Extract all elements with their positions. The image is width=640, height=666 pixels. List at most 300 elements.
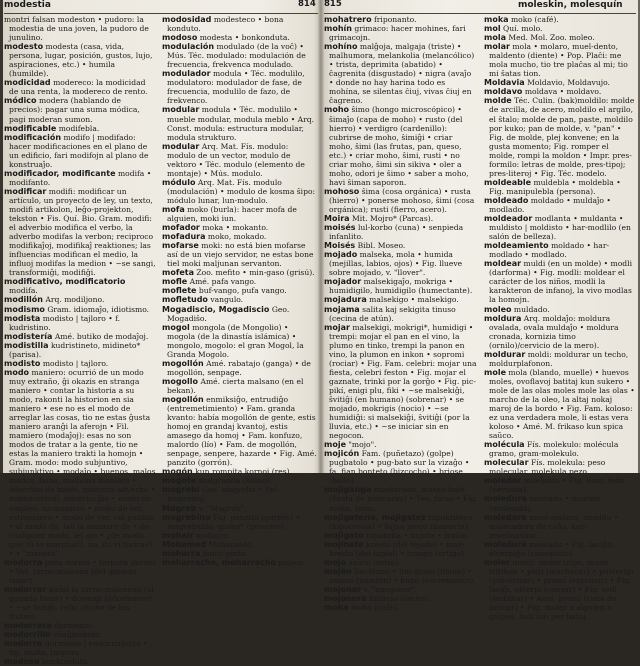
entry-headword: mohair	[162, 530, 194, 540]
entry-definition: modesta • bonkonduta.	[199, 33, 290, 43]
entry-headword: mojigato	[324, 530, 364, 540]
left-header-rule	[4, 13, 318, 14]
entry-headword: moho	[324, 105, 350, 115]
entry-headword: modorra	[4, 557, 43, 567]
entry-headword: Moira	[324, 214, 350, 224]
entry-headword: mojón	[324, 566, 352, 576]
book-edge-left	[0, 0, 3, 473]
dictionary-entry	[484, 87, 636, 96]
dictionary-entry	[162, 513, 318, 531]
entry-definition: dormema | endormiĝinta • fig. stulta, torpora.	[9, 639, 148, 658]
entry-definition: moko, mokado.	[207, 232, 267, 242]
dictionary-entry	[324, 223, 478, 241]
entry-headword: mofarse	[162, 241, 199, 251]
entry-headword: mogollón	[162, 394, 204, 404]
dictionary-entry	[484, 42, 636, 78]
entry-definition: Bibl. Moseo.	[357, 241, 406, 251]
left-page	[4, 0, 320, 666]
dictionary-entry	[4, 96, 156, 123]
dictionary-entry	[324, 540, 478, 558]
dictionary-entry	[484, 558, 636, 621]
entry-headword: mogollo	[162, 376, 199, 386]
entry-headword: mohíno	[324, 42, 358, 52]
entry-headword: molécula	[484, 440, 525, 450]
dictionary-entry	[4, 305, 156, 314]
entry-headword: modoso	[4, 657, 40, 666]
dictionary-entry	[4, 639, 156, 657]
entry-headword: modisto	[4, 358, 41, 368]
entry-headword: Mogadiscio, Mogadiscio	[162, 304, 270, 314]
entry-headword: modorrar	[4, 584, 47, 594]
entry-definition: Geo. magreba • Pol. mogreboj.	[167, 485, 280, 504]
entry-headword: moledora	[484, 512, 527, 522]
dictionary-entry	[324, 250, 478, 277]
dictionary-entry	[484, 305, 636, 314]
entry-headword: modismo	[4, 304, 45, 314]
entry-definition: Arq. moldaĵo: moldura ovalada, ovala muldaĵo • moldura cronada, kornizia timo (ornilo)/cervicio de la mero).	[489, 313, 619, 350]
dictionary-entry	[484, 196, 636, 214]
entry-definition: moldava • moldavo.	[524, 87, 602, 97]
dictionary-entry	[484, 494, 636, 512]
dictionary-entry	[162, 105, 318, 141]
dictionary-entry	[324, 187, 478, 214]
dictionary-entry	[4, 314, 156, 332]
dictionary-entry	[162, 549, 318, 558]
dictionary-entry	[324, 558, 478, 567]
entry-definition: peza dormo • torpora dormo • Vet. turno-malsano (del ganado lanar).	[9, 557, 156, 585]
left-column-2	[162, 15, 318, 567]
entry-definition: v. "amojonar".	[363, 584, 418, 594]
dictionary-entry	[324, 485, 478, 512]
entry-definition: Mit. Mojro* (Parcas).	[351, 214, 434, 224]
entry-headword: moje	[324, 440, 346, 450]
right-column-1	[324, 15, 478, 613]
entry-headword: mol	[484, 24, 501, 34]
dictionary-entry	[4, 341, 156, 359]
entry-headword: módulo	[162, 177, 196, 187]
dictionary-entry	[162, 476, 318, 485]
entry-definition: Amé. rabatajo (ganga) • de mogollón, senpage.	[167, 358, 311, 377]
dictionary-entry	[162, 540, 318, 549]
entry-headword: mojicón	[324, 449, 360, 459]
entry-definition: malsekigaĵo, mokriga • humidigilo, humidigilo (humectante).	[329, 277, 473, 296]
dictionary-entry	[484, 214, 636, 241]
entry-definition: Mohamedo.	[208, 539, 254, 549]
entry-headword: mogón	[162, 467, 193, 477]
entry-definition: Fam. (puñetazo) (golpe) pugbatolo • pug-bato sur la vizaĝo • fa, fian bonteto (bizcocho) • briose (bollo).	[329, 449, 470, 486]
entry-headword: módico	[4, 96, 37, 106]
entry-definition: enmiksiĝo, entrudiĝo (entremetimiento) • Fam. granda kvanto: había mogollón de gente, estis homoj en grandaj kvantoj, estis amasego da homoj • Fam. konfuzo, malordo (lío) • Fam. de mogollón, senpage, senpere, hazarde • Fig. Amé. panzito (gorrón).	[167, 394, 317, 468]
entry-definition: Téc. Culin. (bak)moldilo: molde de arcilla, de acero, moldilo el argilo, el ŝtalo; molde de pan, paste, moldilo por kuko; pan de molde, v. "pan" • Fig. de molde, plej konvene; en la gusta momento; Fig. romper el molde, rompi la moldon • Impr. pres-formilo: letras de molde, pres-tipoj; pres-literoj • Fig. Téc. modelo.	[489, 96, 635, 178]
entry-headword: moldavo	[484, 87, 523, 97]
entry-headword: moldear	[484, 259, 522, 269]
entry-definition: moko (café).	[350, 603, 399, 613]
entry-headword: molar	[484, 42, 510, 52]
dictionary-entry	[4, 42, 156, 78]
dictionary-entry	[162, 323, 318, 359]
dictionary-entry	[324, 585, 478, 594]
entry-headword: modoso	[162, 33, 198, 43]
dictionary-entry	[484, 178, 636, 196]
dictionary-entry	[4, 295, 156, 304]
entry-definition: kun rompita kornoj (res).	[195, 467, 293, 477]
entry-headword: modosidad	[162, 15, 212, 24]
dictionary-entry	[484, 259, 636, 304]
entry-definition: moko (burla): hacer mofa de alguien, moki iun.	[167, 204, 297, 224]
dictionary-entry	[162, 485, 318, 503]
entry-definition: kaŭzi la turno-malsanon (al ganado lanar) • dormigi (adormecer) • ~se fadiĝi, velki (dicho de las frutas).	[9, 584, 154, 622]
entry-headword: molecular	[484, 458, 529, 468]
entry-headword: mofador	[162, 223, 200, 233]
entry-definition: mueli: moler trigo, mueli tritikon • pisti (machacar) • pulverigi (pulverizar) • premi (exprimir) • Fig. laciĝi, elĉerpi (cansar) • Fig. tedi (fastidiar) • Amé. premi (caña de azúcar) • Fig. moler a alguien a golpes, bati iun per batoj.	[489, 557, 634, 622]
dictionary-entry	[162, 359, 318, 377]
entry-definition: muelado • mueldo (molienda).	[489, 494, 600, 513]
dictionary-entry	[484, 513, 636, 540]
dictionary-entry	[4, 169, 156, 187]
dictionary-entry	[4, 133, 156, 169]
entry-definition: montri falsan modeston • pudoro: la modestia de una joven, la pudoro de junulino.	[4, 15, 149, 43]
dictionary-entry	[162, 277, 318, 286]
entry-definition: muelanta • Fig. Fam. teda (persona).	[489, 476, 625, 495]
dictionary-entry	[324, 24, 478, 42]
entry-definition: malsekigi, mokrigi*, humidigi • trempi: mojar el pan en el vino, la plumo en tinko, trempi la panon en vino, la plumon en inkon • sopromi (rociar) • Fig. Fam. celebri: mojar una fiesta, celebri feston • Fig. mojar el gaznate, trinki por la gorĝo • Fig. pic-pikí, enigi plu, fiki • ~se malsekiĝi, ŝvitiĝi (en humano) (sobrenar) • se mojado, mokrigis (nocio) • ~se humidiĝi: si malsekiĝi, ŝvitiĝi (por la lluvia, etc.) • ~se iniciar sin en negocon.	[329, 322, 477, 441]
dictionary-entry	[324, 241, 478, 250]
dictionary-entry	[324, 214, 478, 223]
dictionary-entry	[484, 540, 636, 558]
dictionary-entry	[162, 15, 318, 33]
entry-definition: modifo | modifado: hacer modificaciones en el plano de un edificio, fari modifojn al plano de konstruaĵo.	[9, 132, 149, 169]
dictionary-entry	[4, 558, 156, 585]
entry-headword: mojonera	[324, 594, 367, 603]
entry-definition: friponanto.	[373, 15, 417, 24]
entry-definition: mohajro.	[196, 530, 231, 540]
dictionary-entry	[4, 277, 156, 295]
entry-definition: maskerado, masko-balo (fiesta de máscaras) • Tea. farso • Fig. moko, farso.	[329, 485, 478, 513]
entry-headword: modesto	[4, 42, 44, 52]
dictionary-entry	[4, 187, 156, 277]
dictionary-entry	[484, 241, 636, 259]
dictionary-entry	[4, 630, 156, 639]
dictionary-entry	[4, 621, 156, 630]
entry-definition: malsekigo • malsekigo.	[369, 295, 459, 305]
entry-definition: Arq. Mat. Fís. modulo (modulación) • modulo de kosma ŝipo: módulo lunar, lun-modulo.	[167, 177, 316, 205]
entry-definition: moki: no está bien mofarse así de un viejo servidor, ne estas bone tiel moki maljunan servanton.	[167, 241, 314, 269]
entry-headword: modistilla	[4, 340, 49, 350]
dictionary-entry	[4, 332, 156, 341]
entry-headword: mojonar	[324, 584, 362, 594]
dictionary-entry	[4, 78, 156, 96]
entry-definition: vangulo.	[210, 295, 244, 305]
dictionary-entry	[484, 350, 636, 368]
entry-headword: mogol	[162, 322, 190, 332]
entry-headword: moler	[484, 557, 510, 567]
entry-definition: Amé. butiko de modaĵoj.	[54, 331, 149, 341]
dictionary-entry	[162, 42, 318, 69]
entry-definition: Fig. panzito (gorrón) • magrebanlo, groba* (grossier).	[167, 512, 301, 531]
entry-definition: modifebla.	[58, 123, 100, 133]
dictionary-entry	[484, 24, 636, 33]
entry-definition: muldebla • moldebla • Fig. manipulebla (persona).	[489, 177, 621, 196]
entry-definition: mongola (de Mongolio) • mogola (de la dinastía islámica) • mongolo, mogolo: el gran Mogol, la Granda Mogolo.	[167, 322, 304, 359]
entry-headword: modillón	[4, 295, 43, 305]
entry-definition: modulado (de la voĉ) • Mús. Téc. modulado: modulación de frecuencia, frekvenca modulado.	[167, 42, 306, 70]
entry-headword: modificador, modificante	[4, 168, 116, 178]
dictionary-entry	[4, 359, 156, 368]
entry-headword: moldeamiento	[484, 241, 549, 251]
entry-headword: mojar	[324, 322, 350, 332]
left-page-number: 814	[298, 0, 316, 9]
dictionary-entry	[162, 395, 318, 467]
entry-headword: modificar	[4, 186, 47, 196]
entry-definition: pajaco.	[278, 557, 306, 567]
entry-headword: mofeta	[162, 268, 194, 278]
right-header-rule	[324, 13, 636, 14]
entry-headword: modicidad	[4, 78, 51, 88]
left-column-1	[4, 15, 156, 666]
entry-headword: modorrera	[4, 621, 52, 631]
dictionary-entry	[4, 368, 156, 558]
entry-definition: dormemo.	[54, 621, 93, 631]
entry-definition: moldado • har-modlado • modlado.	[489, 241, 610, 260]
entry-definition: malgranda (kolno).	[198, 476, 273, 486]
entry-headword: mogote	[162, 476, 197, 486]
dictionary-entry	[324, 440, 478, 449]
entry-definition: modula • Téc. modulilo • mueble modular, modula meblo • Arq. Const. modula: estructura modular, modula strukturo.	[167, 105, 315, 142]
entry-headword: modorro	[4, 639, 43, 649]
dictionary-entry	[324, 567, 478, 585]
entry-definition: "mojo".	[348, 440, 377, 450]
dictionary-entry	[162, 69, 318, 105]
entry-headword: mogollón	[162, 358, 204, 368]
dictionary-entry	[162, 178, 318, 205]
entry-definition: muldi (en un molde) • modli (darforma) • Fig. modli: moldear el carácter de los niños, modli la karakteron de infanoj, la vivo modlas la homojn.	[489, 259, 632, 305]
right-column-2	[484, 15, 636, 622]
entry-headword: moldeable	[484, 177, 532, 187]
dictionary-entry	[4, 15, 156, 42]
entry-headword: modistería	[4, 331, 53, 341]
entry-definition: moko (café).	[510, 15, 559, 24]
entry-headword: mogrebí	[162, 485, 200, 495]
right-page	[322, 0, 638, 622]
entry-definition: Arq. Mat. Fís. modulo: modulo de un vector, modulo de vektoro • Téc. modulo (elemento de montaje) • Mús. modulo.	[167, 141, 305, 178]
dictionary-entry	[484, 458, 636, 476]
entry-headword: Moldavia	[484, 78, 525, 88]
entry-definition: vilaĝbiskoto.	[53, 630, 102, 640]
entry-headword: moledura	[484, 494, 527, 504]
entry-headword: mola	[484, 33, 506, 43]
entry-headword: moldurar	[484, 349, 526, 359]
entry-headword: moleo	[484, 304, 512, 314]
dictionary-entry	[484, 15, 636, 24]
dictionary-entry	[162, 295, 318, 304]
entry-definition: Arq. modiljono.	[45, 295, 105, 305]
entry-definition: lul-korbo (cuna) • senpieda infanlito.	[329, 223, 464, 242]
entry-headword: moharrache, moharracho	[162, 557, 277, 567]
entry-definition: Amé. pafa vango.	[189, 277, 257, 287]
dictionary-entry	[324, 277, 478, 295]
entry-definition: saŭco (salsa).	[348, 557, 401, 567]
dictionary-entry	[4, 585, 156, 621]
dictionary-entry	[484, 78, 636, 87]
entry-definition: Med. Mol. Zoo. moleo.	[508, 33, 595, 43]
right-page-number: 815	[324, 0, 342, 9]
entry-definition: modisto | tajloro • f. kudristino.	[9, 313, 121, 332]
dictionary-entry	[324, 513, 478, 531]
entry-headword: mojador	[324, 277, 362, 287]
dictionary-entry	[162, 305, 318, 323]
entry-headword: moflete	[162, 286, 197, 296]
entry-headword: moldura	[484, 313, 522, 323]
dictionary-entry	[162, 232, 318, 241]
entry-definition: Quí. molo.	[503, 24, 543, 34]
entry-definition: moka • mokanto.	[202, 223, 269, 233]
dictionary-entry	[484, 96, 636, 177]
entry-definition: moldi: moldurar un techo, moldurplafonon.	[489, 349, 629, 368]
entry-headword: mofadura	[162, 232, 206, 242]
entry-headword: modular	[162, 141, 200, 151]
entry-headword: mojigatería, mojigatez	[324, 512, 426, 522]
entry-headword: mojiganga	[324, 485, 372, 495]
entry-definition: malĝoja, malgaja (triste) • malhumora, melankolia (melancólico) • trista, deprimita (abatido) • ĉagrenita (disgustado) • nigra (avaĵo • donde no hay harina todo es mohína, se silentas ĉiuj, vivas ĉiuj en ĉagreno.	[329, 42, 475, 106]
entry-headword: molde	[484, 96, 512, 106]
entry-headword: mofle	[162, 277, 188, 287]
dictionary-entry	[324, 15, 478, 24]
entry-headword: moldeado	[484, 195, 529, 205]
entry-definition: modera (hablando de precios): pagar una suma módica, pagi moderan sumon.	[9, 96, 140, 124]
dictionary-entry	[324, 594, 478, 603]
entry-headword: mojinete	[324, 539, 364, 549]
entry-definition: lim-ŝtono • lim-ŝtono (limite) • amaso (montón) • kupo (excremento).	[329, 566, 476, 585]
entry-definition: Fís. molekula: peso molecular, molekula pezo.	[489, 458, 606, 477]
entry-headword: moisés	[324, 223, 356, 233]
entry-definition: limlinio (límite).	[368, 594, 431, 603]
entry-definition: ŝimo (hongo microscópico) • ŝimaĵo (capa de moho) • rusto (del hierro) • verdigro (cardenillo): cubrirse de moho, ŝimiĝi • criar moho, ŝimi (las frutas, pan, queso, etc.) • criar moho, ŝimi, rusti • no criar moho, ŝimi sin sikiva • oler a moho, odori je ŝimo • saber a moho, havi ŝiman saporon.	[329, 105, 469, 187]
entry-definition: modlanta • muldanta • muldisto | moldisto • har-modlilo (en salón de belleza).	[489, 214, 631, 242]
right-page-header	[322, 0, 638, 12]
entry-definition: Gram. idiomaĵo, idiotismo.	[47, 304, 150, 314]
dictionary-entry	[484, 476, 636, 494]
entry-headword: modificable	[4, 123, 57, 133]
entry-definition: kresto (del tejado) • mur-kresto (del tapial) • trungo (ortigo).	[329, 539, 467, 558]
dictionary-entry	[162, 531, 318, 540]
entry-headword: mojado	[324, 250, 358, 260]
entry-definition: bonkonduta.	[41, 657, 90, 666]
right-header-word: moleskin, molesquín	[518, 0, 623, 10]
entry-definition: salita kaj sekigita tinuso (cecina de atún).	[329, 304, 456, 323]
entry-headword: moledor	[484, 476, 522, 486]
entry-definition: mola • molaro, muel-dento, maldento (diente) • Pop. Plaĉi: me mola mucho, tio tre plaĉas al mi; tio mi ŝatas tion.	[489, 42, 628, 79]
entry-headword: Moisés	[324, 241, 356, 251]
dictionary-entry	[4, 124, 156, 133]
entry-headword: mojadura	[324, 295, 367, 305]
dictionary-entry	[324, 449, 478, 485]
entry-headword: mohín	[324, 24, 352, 34]
entry-definition: buf-vango, pufa vango.	[198, 286, 287, 296]
entry-headword: mofa	[162, 204, 185, 214]
entry-definition: Geo. Mogadiŝo.	[167, 304, 290, 323]
dictionary-entry	[484, 33, 636, 42]
dictionary-entry	[162, 558, 318, 567]
dictionary-entry	[162, 205, 318, 223]
entry-definition: modesta (casa, vida, persona, lugar, posición, gustos, lujo, aspiraciones, etc.) • humila (humilde).	[9, 42, 153, 79]
left-header-word: modestia	[4, 0, 51, 10]
entry-headword: mohoso	[324, 186, 360, 196]
dictionary-entry	[4, 657, 156, 666]
dictionary-entry	[324, 105, 478, 186]
entry-headword: moledura	[484, 539, 527, 549]
dictionary-entry	[484, 314, 636, 350]
entry-definition: hipokriteco (hipocresía) • ŝajna pieco (beatería).	[329, 512, 473, 531]
entry-definition: Moldavio, Moldavujo.	[527, 78, 610, 88]
entry-definition: malseka, mola • humida (mejillas, labios, ojos) • Fig. llueve sobre mojado, v. "llover".	[329, 250, 463, 278]
dictionary-entry	[162, 286, 318, 295]
entry-headword: modificación	[4, 132, 62, 142]
entry-headword: modificativo, modificatorio	[4, 277, 126, 287]
entry-definition: hipokrita • bigota • fraŭlo.	[366, 530, 470, 540]
entry-definition: maniero: ocurrió de un modo muy extraño, ĝi okazis en stranga maniero • contar la historia a su modo, rakonti la historion en sia maniero • ese no es el modo de arreglar las cosas, tio ne estas ĝusta maniero aranĝi la aferojn • Fil. mamiero (modaĵoj): esas no son modos de tratar a la gente, tio ne estas la maniero trakti la homojn • Gram. modo: modo subjuntivo, subjunktivo • modaĵo • buenos, malos modos, bona, malbona maniero • adverbio de modo, maniera adverbo • maladverbial, adverbo ĝis • modo de empleo, uz-maniero • modo de ser, estmaniero • modo de ver, vid-punkto • al modo de, laŭ la maniero de • de cualquier modo, iel ajn • ¿de modo que tú te marchas?, nu, ĉu vi foriras? • • "manera".	[9, 367, 156, 558]
dictionary-entry	[162, 467, 318, 476]
dictionary-entry	[324, 323, 478, 441]
entry-definition: modereco: la modicidad de una renta, la modereco de rento.	[9, 78, 148, 97]
entry-definition: grimaco: hacer mohines, fari grimacojn.	[329, 24, 466, 43]
entry-definition: Amé. cierta malsano (en el bekan).	[167, 376, 304, 395]
dictionary-entry	[484, 440, 636, 458]
entry-headword: mojama	[324, 304, 360, 314]
dictionary-entry	[162, 33, 318, 42]
dictionary-entry	[484, 368, 636, 440]
dictionary-entry	[324, 42, 478, 105]
dictionary-entry	[324, 305, 478, 323]
entry-headword: modulador	[162, 69, 211, 79]
entry-definition: Fís. molekulo: molécula gramo, gram-molekulo.	[489, 440, 619, 459]
entry-definition: muel-maŝino, muelilo • molecadora de caña, kan-muelmaŝino.	[489, 512, 619, 540]
entry-headword: mojo	[324, 557, 347, 567]
entry-definition: muelado • Fig. laciĝo, elĉerpiĝo (cansancio).	[489, 539, 615, 558]
entry-headword: modo	[4, 367, 30, 377]
entry-headword: modista	[4, 313, 41, 323]
entry-definition: ŝima (cosa orgánica) • rusta (hierro) • ponerse mohoso, ŝimi (cosa orgánica); rusti (fierro, acero).	[329, 186, 475, 214]
entry-headword: moharra	[162, 548, 201, 558]
entry-headword: modorrillo	[4, 630, 51, 640]
dictionary-entry	[162, 268, 318, 277]
entry-headword: mogrebino	[162, 512, 211, 522]
entry-headword: mole	[484, 367, 506, 377]
dictionary-entry	[162, 223, 318, 232]
entry-headword: Mogreb	[162, 503, 197, 513]
entry-headword: modular	[162, 105, 200, 115]
entry-definition: mola (blando, muelle) • huevos moles, ovoflavoj batitaj kun sukero • mole de las olas moles mole las olas • marcho de la oleo, la altaj nokaj maroj de la bordo • Fig. Fam. koloso: ez una verdadera mole, li estas vera koloso • Amé. M. frikaso kun spica saŭco.	[489, 367, 635, 441]
left-page-header	[4, 0, 320, 12]
dictionary-entry	[162, 241, 318, 268]
dictionary-entry	[162, 377, 318, 395]
dictionary-entry	[324, 295, 478, 304]
entry-definition: moldado • muldaĵo • modlado.	[489, 195, 611, 214]
entry-definition: modesteco • bona konduto.	[167, 15, 284, 34]
dictionary-entry	[162, 504, 318, 513]
dictionary-entry	[324, 603, 478, 612]
entry-headword: moka	[484, 15, 509, 24]
entry-definition: modifa • modifanto.	[9, 168, 152, 187]
entry-headword: mohatrero	[324, 15, 372, 24]
entry-definition: Zoo. mefito • min-gaso (grisú).	[196, 268, 315, 278]
entry-headword: modulación	[162, 42, 215, 52]
entry-headword: Mohamed	[162, 539, 207, 549]
entry-definition: muldado.	[513, 304, 550, 314]
entry-definition: v. "Magreb".	[198, 503, 247, 513]
entry-headword: moka	[324, 603, 349, 613]
entry-definition: modisto | tajloro.	[42, 358, 109, 368]
dictionary-entry	[324, 531, 478, 540]
